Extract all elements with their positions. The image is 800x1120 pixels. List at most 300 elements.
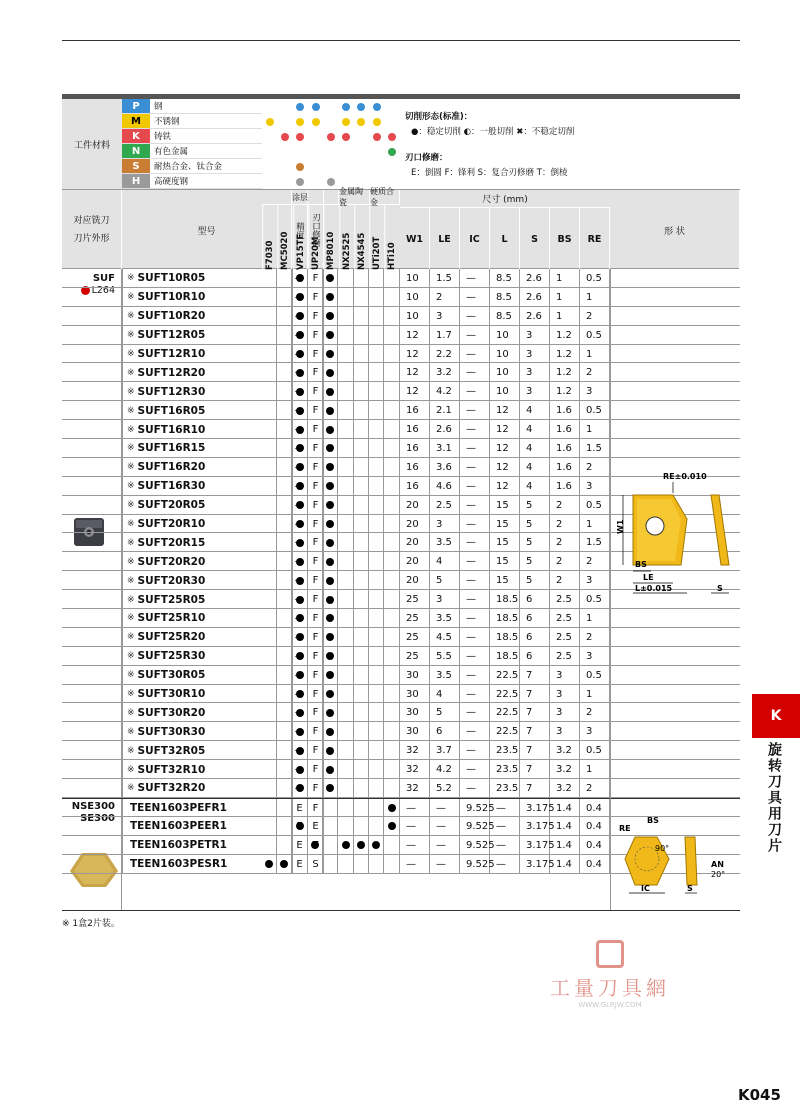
grade-cell [323,799,338,818]
stock-dot-icon [296,614,304,622]
workpiece-label: 工件材料 [62,99,122,189]
grade-cell [323,496,338,515]
suitability-cell [308,114,323,129]
dim-cell: 1.5 [580,439,610,458]
grade-cell [323,382,338,401]
grade-cell [323,647,338,666]
star-note: ※ [127,632,135,643]
grade-cell [339,685,354,704]
dim-cell: — [460,326,490,345]
dim-cell: 5 [520,515,550,534]
grade-cell [262,760,277,779]
grade-cell [384,269,399,288]
grade-cell [323,288,338,307]
grade-cell [354,439,369,458]
dim-cell: 23.5 [490,760,520,779]
dim-cell: — [400,799,430,818]
grade-cell [277,439,292,458]
material-row [122,114,262,129]
stock-dot-icon [296,482,304,490]
grade-cell [369,307,384,326]
star-note: ※ [127,613,135,624]
grade-cell [308,836,323,855]
grade-cell [262,496,277,515]
grade-cell [354,363,369,382]
suitability-cell [262,114,277,129]
dim-cell: 12 [490,401,520,420]
grade-cell [354,307,369,326]
dim-cell: 2 [580,307,610,326]
suitability-cell [293,114,308,129]
col-grade: NX2525 [339,205,354,270]
grade-cell [262,515,277,534]
grade-cell [369,533,384,552]
grade-cell [384,571,399,590]
dim-cell: 7 [520,779,550,798]
grade-cell [308,741,323,760]
grade-cell [262,741,277,760]
stock-dot-icon [296,671,304,679]
star-note: ※ [127,500,135,511]
grade-cell [323,760,338,779]
dim-cell: 1.6 [550,439,580,458]
grade-cell [262,552,277,571]
grade-cell [308,401,323,420]
grade-cell [262,703,277,722]
grade-cell [354,836,369,855]
dim-cell: 2.5 [550,590,580,609]
dim-cell: 4.2 [430,760,460,779]
grade-cell [339,477,354,496]
grade-cell [293,382,308,401]
stock-dot-icon [296,312,304,320]
col-left-line1: 对应铣刀 [73,216,110,226]
grade-cell [308,269,323,288]
column-header [62,189,740,269]
grade-cell [369,779,384,798]
model-text: SUFT20R15 [137,536,206,549]
dim-cell: 0.4 [580,817,610,836]
dim-cell: 1.4 [550,799,580,818]
dim-cell: 7 [520,685,550,704]
dim-cell: 2.6 [520,269,550,288]
grade-cell [354,590,369,609]
star-note: ※ [127,519,135,530]
grade-cell [339,817,354,836]
dim-cell: 0.4 [580,836,610,855]
star-note: ※ [127,349,135,359]
grade-cell [277,269,292,288]
model-text: SUFT20R20 [137,555,206,568]
dim-cell: 20 [400,496,430,515]
grade-cell [262,420,277,439]
stock-dot-icon [326,709,334,717]
grade-cell [262,628,277,647]
grade-cell [384,817,399,836]
grade-cell [308,420,323,439]
suitability-cell [293,174,308,189]
dim-cell: 12 [400,363,430,382]
dim-cell: 2 [580,703,610,722]
grade-cell [369,647,384,666]
grade-cell [354,269,369,288]
dim-cell: 3.5 [430,609,460,628]
grade-cell [277,420,292,439]
grade-cell [262,458,277,477]
dim-cell: 2.5 [430,496,460,515]
suitability-icon [327,133,335,141]
edge-cell: F [308,307,324,326]
stock-dot-icon [296,407,304,415]
dim-cell: 3 [520,363,550,382]
grade-cell [384,420,399,439]
dim-cell: — [430,799,460,818]
grade-cell [369,515,384,534]
grade-cell [323,590,338,609]
model-text: SUFT20R10 [137,518,206,531]
grade-cell [277,590,292,609]
material-row [122,159,262,174]
col-grade: F7030 [262,205,277,270]
grade-cell [308,799,323,818]
dim-cell: 3.2 [550,760,580,779]
grade-cell [262,666,277,685]
star-note: ※ [127,405,135,416]
suitability-icon [296,118,304,126]
model-text: SUFT10R05 [137,272,206,285]
grade-cell [277,685,292,704]
dim-cell: 4 [430,685,460,704]
grade-cell [354,628,369,647]
dim-cell: 32 [400,760,430,779]
grade-cell [308,439,323,458]
dim-cell: — [460,307,490,326]
grade-cell [262,571,277,590]
grade-cell [308,458,323,477]
grade-cell [384,552,399,571]
grade-cell [308,628,323,647]
suitability-cell [293,159,308,174]
grade-cell [369,552,384,571]
suitability-cell [338,159,353,174]
grade-cell [308,326,323,345]
suitability-cell [262,144,277,159]
dim-cell: 4 [520,458,550,477]
side-tab-text: 旋转刀具用刀片 [766,742,782,854]
dim-cell: 7 [520,666,550,685]
suitability-icon [373,103,381,111]
grade-cell [369,345,384,364]
dim-cell: 6 [520,647,550,666]
grade-cell [262,307,277,326]
grade-cell [339,609,354,628]
grade-cell [384,439,399,458]
grade-cell [293,401,308,420]
grade-cell [323,458,338,477]
grade-cell [308,779,323,798]
star-note: ※ [127,556,135,567]
suitability-icon [342,103,350,111]
grade-cell [308,307,323,326]
grade-cell [384,307,399,326]
dim-cell: 0.5 [580,326,610,345]
grade-cell [262,533,277,552]
grade-cell [369,685,384,704]
stock-dot-icon [326,501,334,509]
dim-cell: 1.4 [550,836,580,855]
dim-cell: 3 [580,477,610,496]
grade-cell [308,496,323,515]
dim-cell: — [460,496,490,515]
material-row [122,174,262,189]
stock-dot-icon [326,350,334,358]
grade-cell [262,345,277,364]
suitability-cell [277,114,292,129]
dim-cell: 3 [550,703,580,722]
grade-cell [354,382,369,401]
stock-dot-icon [296,293,304,301]
grade-cell [354,345,369,364]
grade-cell [354,496,369,515]
edge-cell: F [308,288,324,307]
dim-cell: — [460,552,490,571]
teen-shape-diagram [611,797,741,910]
grade-cell [293,552,308,571]
grade-cell [293,817,308,836]
grade-cell [369,401,384,420]
grade-cell [384,628,399,647]
star-note: ※ [127,424,135,435]
dim-cell: — [430,855,460,874]
dim-cell: 3.5 [430,666,460,685]
dim-cell: 2.6 [520,288,550,307]
dim-cell: 9.525 [460,836,490,855]
dim-cell: 2 [430,288,460,307]
dim-cell: 22.5 [490,685,520,704]
grade-cell [293,496,308,515]
material-name: 钢 [154,102,163,112]
grade-cell [262,817,277,836]
grade-cell [354,326,369,345]
grade-cell [354,666,369,685]
stock-dot-icon [326,614,334,622]
grade-cell [339,439,354,458]
grade-cell [354,647,369,666]
grade-cell [262,477,277,496]
suitability-cell [338,99,353,114]
edge-cell: F [308,533,324,552]
grade-cell [339,458,354,477]
grade-cell [339,401,354,420]
col-grade: UTi20T [369,205,384,270]
grade-cell [308,571,323,590]
edge-cell: F [308,420,324,439]
edge-cell: F [308,363,324,382]
grade-cell [323,326,338,345]
suitability-cell [323,99,338,114]
dim-cell: 5 [430,703,460,722]
dim-cell: 3.6 [430,458,460,477]
grade-cell [262,836,277,855]
grade-cell [339,326,354,345]
suitability-icon [373,133,381,141]
stock-dot-icon [265,860,273,868]
grade-cell [277,722,292,741]
side-tab[interactable]: K [752,694,800,738]
stock-dot-icon [296,728,304,736]
dim-cell: 3 [580,722,610,741]
stock-dot-icon [326,482,334,490]
grade-cell [339,533,354,552]
grade-cell [277,836,292,855]
stock-dot-icon [326,426,334,434]
grade-cell [277,741,292,760]
model-text: SUFT16R05 [137,404,206,417]
suitability-cell [338,144,353,159]
grade-cell [339,722,354,741]
grade-cell [354,685,369,704]
suitability-cell [262,129,277,144]
suitability-icon [373,118,381,126]
material-code: N [122,144,150,158]
suitability-cell [369,129,384,144]
stock-dot-icon [296,501,304,509]
dim-cell: — [400,855,430,874]
col-left [62,190,122,270]
material-name: 有色金属 [154,147,189,157]
grade-cell [262,382,277,401]
dim-cell: 18.5 [490,609,520,628]
grade-cell [384,836,399,855]
dim-cell: — [490,799,520,818]
grade-cell [323,533,338,552]
model-text: SUFT16R15 [137,442,206,455]
grade-cell [323,836,338,855]
dim-cell: 8.5 [490,269,520,288]
edge-cell: F [308,722,324,741]
material-code: H [122,174,150,188]
suitability-icon [342,133,350,141]
legend-cut-items: ●：稳定切削 ◐：一般切削 ✖：不稳定切削 [411,127,575,137]
grade-cell [354,609,369,628]
section-teen-name: NSE300 SE300 [71,801,115,824]
grade-cell [277,760,292,779]
grade-cell [354,458,369,477]
dim-cell: 1.2 [550,326,580,345]
col-shape: 形 状 [610,190,740,270]
stock-dot-icon [296,577,304,585]
dim-cell: 7 [520,722,550,741]
grade-cell [354,722,369,741]
grade-cell [308,666,323,685]
stock-dot-icon [326,728,334,736]
grade-cell [262,855,277,874]
dim-cell: — [400,836,430,855]
material-name: 铸铁 [154,132,172,142]
model-text: TEEN1603PEER1 [130,820,227,833]
grade-cell [384,345,399,364]
dim-cell: — [460,533,490,552]
model-text: SUFT12R05 [137,329,206,342]
grade-cell [293,345,308,364]
grade-cell [277,401,292,420]
suitability-cell [323,144,338,159]
edge-cell: F [308,590,324,609]
stock-dot-icon [357,841,365,849]
grade-cell [293,703,308,722]
grade-cell [277,855,292,874]
dim-cell: 1 [580,288,610,307]
dim-cell: 3 [580,571,610,590]
grade-cell [384,363,399,382]
grade-cell [323,855,338,874]
grade-cell [262,799,277,818]
dim-cell: 12 [490,458,520,477]
dim-cell: 30 [400,703,430,722]
dim-cell: 3 [520,326,550,345]
dim-cell: 10 [490,363,520,382]
dim-cell: 0.4 [580,855,610,874]
suitability-icon [357,118,365,126]
model-text: SUFT25R10 [137,612,206,625]
grade-cell [354,420,369,439]
stock-dot-icon [296,784,304,792]
edge-cell: F [308,345,324,364]
col-grade: NX4545 [354,205,369,270]
grade-cell [339,799,354,818]
grade-cell [293,836,308,855]
dim-cell: 3.175 [520,799,550,818]
suitability-cell [262,99,277,114]
group-carbide: 硬质合金 [370,190,400,205]
precision-cell: E [292,855,308,874]
dim-cell: 3 [550,666,580,685]
dim-cell: 6 [520,590,550,609]
grade-cell [293,515,308,534]
grade-cell [339,420,354,439]
dim-cell: 20 [400,533,430,552]
grade-cell [293,439,308,458]
stock-dot-icon [388,822,396,830]
grade-cell [339,836,354,855]
stock-dot-icon [326,690,334,698]
dim-s2-label: S [687,884,693,893]
grade-cell [262,609,277,628]
star-note: ※ [127,311,135,322]
suitability-cell [293,144,308,159]
model-text: SUFT25R20 [137,631,206,644]
grade-cell [369,326,384,345]
grade-cell [323,363,338,382]
grade-cell [293,647,308,666]
grade-cell [308,855,323,874]
stock-dot-icon [296,690,304,698]
dim-cell: 2.1 [430,401,460,420]
suitability-icon [388,133,396,141]
grade-cell [384,326,399,345]
dim-cell: 9.525 [460,799,490,818]
grade-cell [262,685,277,704]
grade-cell [369,496,384,515]
grade-cell [369,666,384,685]
col-dim: L [490,208,520,270]
stock-dot-icon [296,539,304,547]
stock-dot-icon [296,822,304,830]
col-left-line2: 刀片外形 [73,234,110,244]
dim-cell: 12 [490,477,520,496]
dim-cell: 2 [550,533,580,552]
dim-an-label: AN [711,860,724,869]
